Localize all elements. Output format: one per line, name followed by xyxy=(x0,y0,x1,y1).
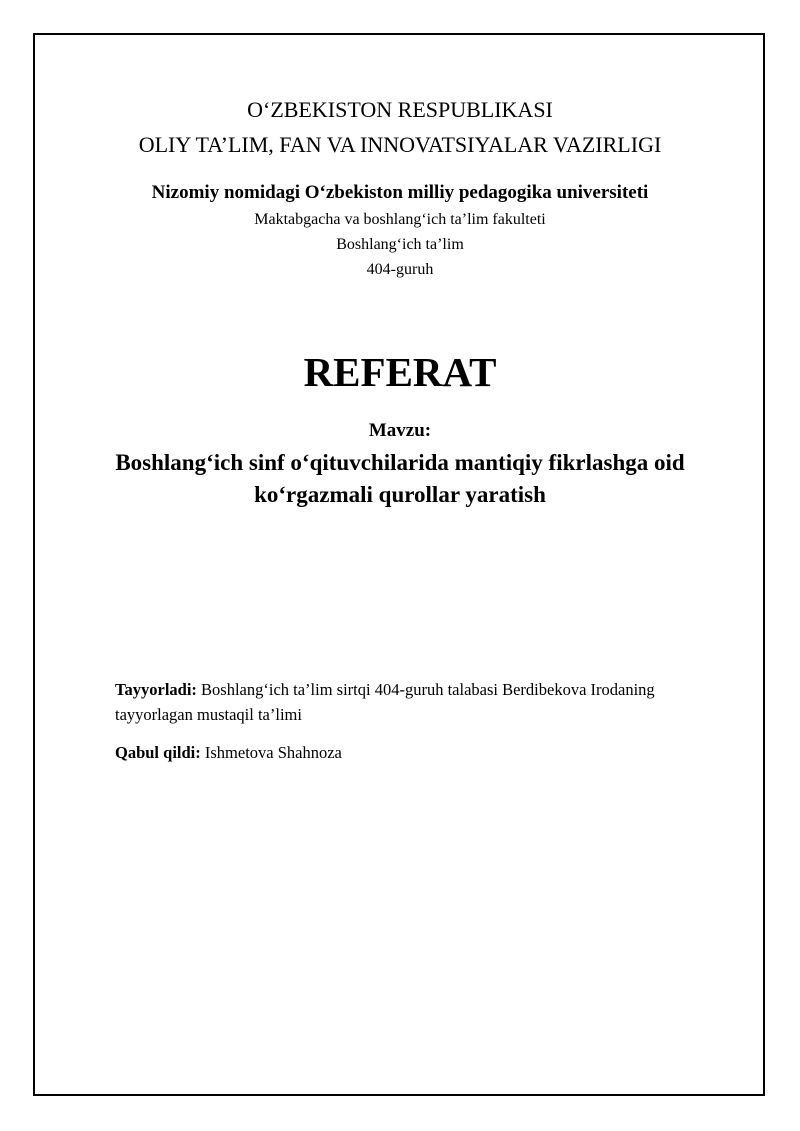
document-title: REFERAT xyxy=(303,349,497,395)
department-name: Boshlang‘ich ta’lim xyxy=(336,236,464,253)
prepared-by-text: Boshlang‘ich ta’lim sirtqi 404-guruh talabasi Berdibekova Irodaning xyxy=(201,680,655,699)
accepted-by-line xyxy=(115,742,745,764)
ministry-heading: OLIY TA’LIM, FAN VA INNOVATSIYALAR VAZIRLIGI xyxy=(138,132,662,157)
topic-line-1: Boshlang‘ich sinf o‘qituvchilarida mantiqiy fikrlashga oid xyxy=(115,450,685,475)
topic-label: Mavzu: xyxy=(368,420,432,441)
prepared-by-continuation: tayyorlagan mustaqil ta’limi xyxy=(115,705,302,724)
accepted-by-name: Ishmetova Shahnoza xyxy=(204,743,342,762)
prepared-by-line xyxy=(115,679,745,701)
group-name: 404-guruh xyxy=(366,261,434,278)
faculty-name: Maktabgacha va boshlang‘ich ta’lim fakulteti xyxy=(254,211,546,228)
accepted-by-label: Qabul qildi: xyxy=(115,743,201,762)
prepared-by-label: Tayyorladi: xyxy=(115,680,197,699)
topic-line-2: ko‘rgazmali qurollar yaratish xyxy=(254,482,546,507)
university-name: Nizomiy nomidagi O‘zbekiston milliy pedagogika universiteti xyxy=(151,182,649,203)
republic-heading: O‘ZBEKISTON RESPUBLIKASI xyxy=(247,97,553,122)
